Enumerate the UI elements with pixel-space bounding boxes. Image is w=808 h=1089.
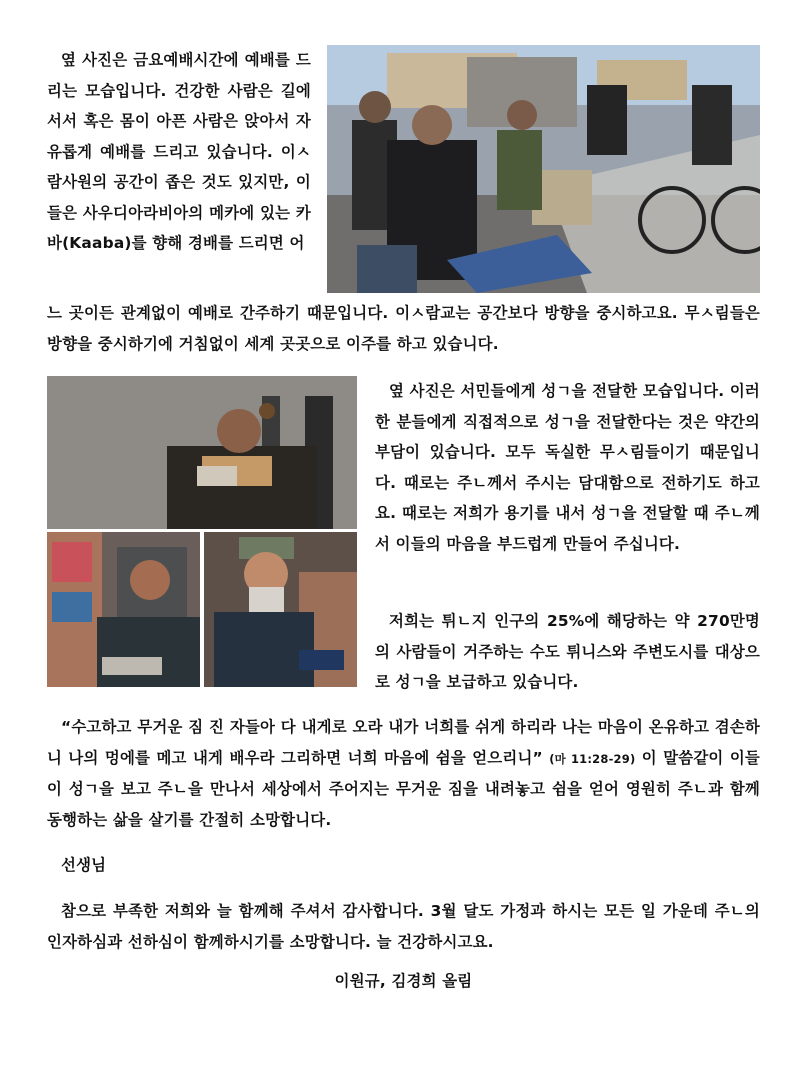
paragraph-friday-prayer: 옆 사진은 금요예배시간에 예배를 드리는 모습입니다. 건강한 사람은 길에 서서 혹은 몸이 아픈 사람은 앉아서 자유롭게 예배를 드리고 있습니다. 이ㅅ람사원의 공간이 좁은 것도 있지만, 이들은 사우디아라비아의 메카에 있는 카바(Kaaba)를 향해 경배를 드리면 어 [47,51,311,252]
paragraph-friday-prayer-continued: 느 곳이든 관계없이 예배로 간주하기 때문입니다. 이ㅅ람교는 공간보다 방향을 중시하고요. 무ㅅ림들은 방향을 중시하기에 거침없이 세계 곳곳으로 이주를 하고 있습니다. [47,304,760,353]
scripture-reference: (마 11:28-29) [549,751,636,766]
scripture-quote: “수고하고 무거운 짐 진 자들아 다 내게로 오라 내가 너희를 쉬게 하리라 나는 마음이 온유하고 겸손하니 나의 멍에를 메고 내게 배우라 그리하면 너희 마음에 쉼을 얻으리니” [47,718,760,767]
photo-bible-recipient-3 [204,532,357,687]
photo-bible-recipient-2 [47,532,200,687]
paragraph-bible-distribution: 옆 사진은 서민들에게 성ㄱ을 전달한 모습입니다. 이러한 분들에게 직접적으로 성ㄱ을 전달한다는 것은 약간의 부담이 있습니다. 모두 독실한 무ㅅ림들이기 때문입니다. 때로는 주ㄴ께서 주시는 담대함으로 전하기도 하고요. 때로는 저희가 용기를 내서 성ㄱ을 전달할 때 주ㄴ께서 이들의 마음을 부드럽게 만들어 주십니다. [375,382,760,553]
signature: 이원규, 김경희 올림 [334,972,473,990]
photo-street-prayer [327,45,760,293]
photo-bible-recipient-1 [47,376,357,529]
paragraph-closing-thanks: 참으로 부족한 저희와 늘 함께해 주셔서 감사합니다. 3월 달도 가정과 하시는 모든 일 가운데 주ㄴ의 인자하심과 선하심이 함께하시기를 소망합니다. 늘 건강하시고요. [47,902,760,951]
paragraph-tunis-population: 저희는 튀ㄴ지 인구의 25%에 해당하는 약 270만명의 사람들이 거주하는 수도 튀니스와 주변도시를 대상으로 성ㄱ을 보급하고 있습니다. [375,612,760,691]
greeting: 선생님 [61,856,107,874]
paragraph-scripture-quote: “수고하고 무거운 짐 진 자들아 다 내게로 오라 내가 너희를 쉬게 하리라 나는 마음이 온유하고 겸손하니 나의 멍에를 메고 내게 배우라 그리하면 너희 마음에 쉼을 얻으리니” (마 11:28-29) 이 말씀같이 이들이 성ㄱ을 보고 주ㄴ을 만나서 세상에서 주어지는 무거운 짐을 내려놓고 쉼을 얻어 영원히 주ㄴ과 함께 동행하는 삶을 살기를 간절히 소망합니다. [47,718,760,829]
